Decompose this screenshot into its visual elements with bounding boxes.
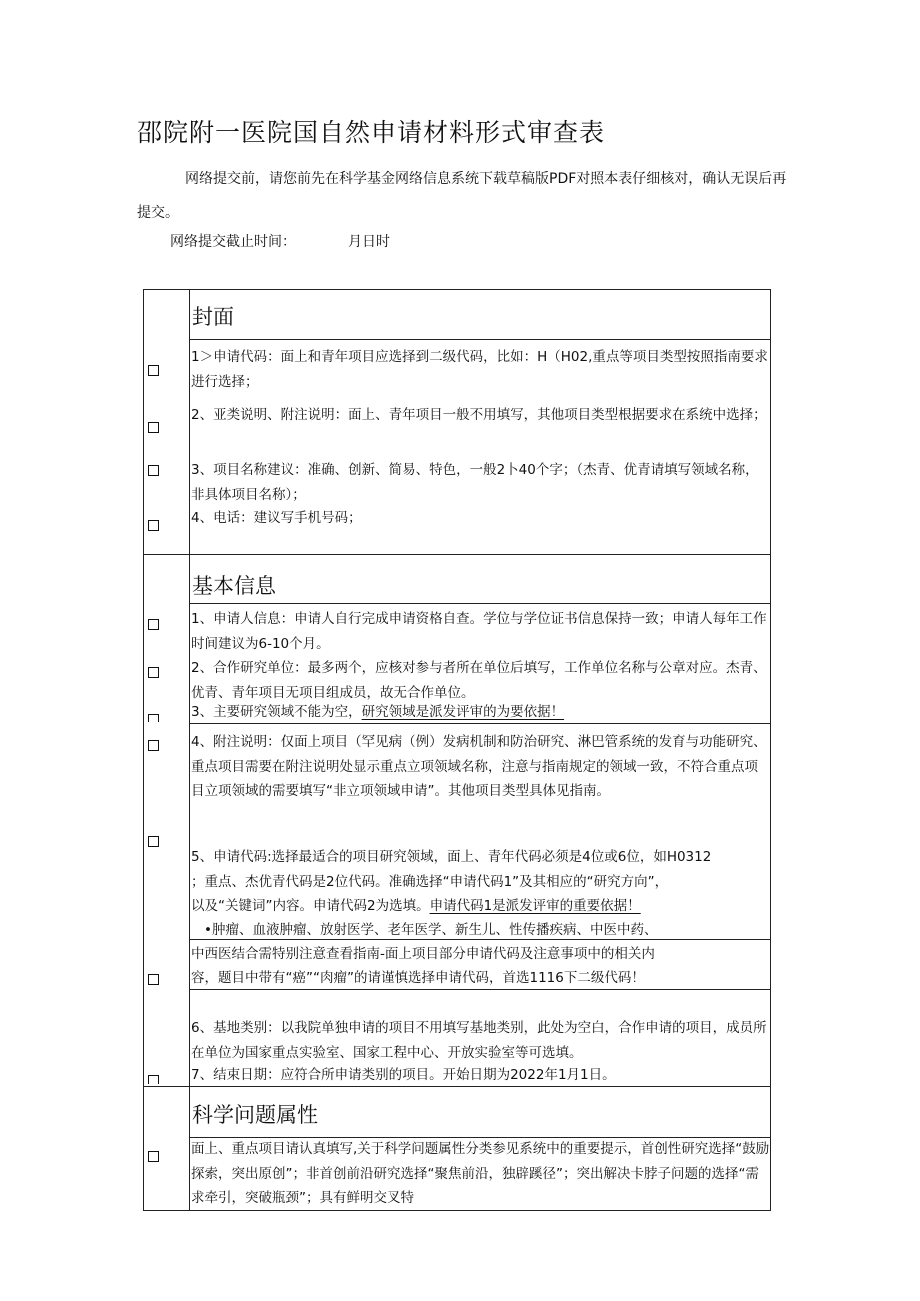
basic-item-5-line-6: 容，题目中带有“癌”“肉瘤”的请谨慎选择申请代码，首选1116下二级代码！	[191, 970, 645, 986]
basic-item-3	[191, 700, 771, 725]
deadline-value: 月日时	[348, 234, 390, 250]
basic-item-6: 6、基地类别：以我院单独申请的项目不用填写基地类别，此处为空白，合作申请的项目，成员所在单位为国家重点实验室、国家工程中心、开放实验室等可选填。	[191, 1020, 767, 1061]
checkbox-science-attribute[interactable]	[148, 1151, 159, 1162]
cover-item-4: 4、电话：建议写手机号码；	[191, 510, 362, 526]
basic-item-5-line-5: 中西医结合需特别注意查看指南-面上项目部分申请代码及注意事项中的相关内	[191, 946, 655, 962]
basic-item-4: 4、附注说明：仅面上项目（罕见病（例）发病机制和防治研究、淋巴管系统的发育与功能研究、重点项目需要在附注说明处显示重点立项领域名称，注意与指南规定的领域一致，不符合重点项目立项领域的需要填写“非立项领域申请”。其他项目类型具体见指南。	[191, 734, 767, 799]
cover-item-3: 3、项目名称建议：准确、创新、简易、特色，一般2卜40个字；（杰青、优青请填写领域名称，非具体项目名称）；	[191, 462, 759, 503]
checkbox-basic-code[interactable]	[148, 836, 159, 847]
basic-item-5-line-4: •肿瘤、血液肿瘤、放射医学、老年医学、新生儿、性传播疾病、中医中药、	[204, 922, 658, 938]
basic-item-7: 7、结束日期：应符合所申请类别的项目。开始日期为2022年1月1日。	[191, 1067, 616, 1083]
basic-item-5-line-3	[191, 894, 771, 919]
row-divider	[189, 339, 771, 340]
basic-item-1: 1、申请人信息：申请人自行完成申请资格自查。学位与学位证书信息保持一致；申请人每年工作时间建议为6-10个月。	[191, 611, 767, 652]
checkbox-cover-phone[interactable]	[148, 520, 159, 531]
row-divider	[143, 554, 771, 555]
basic-item-3-emphasis: 研究领域是派发评审的为要依据！	[361, 704, 565, 720]
checkbox-basic-applicant[interactable]	[148, 619, 159, 630]
page-title: 邵院附一医院国自然申请材料形式审查表	[137, 118, 606, 147]
table-border-left	[143, 289, 144, 1211]
basic-item-5-line-2: ；重点、杰优青代码是2位代码。准确选择“申请代码1”及其相应的“研究方向”，	[191, 874, 669, 890]
intro-text: 网络提交前，请您前先在科学基金网络信息系统下载草稿版PDF对照本表仔细核对，确认无误后再提交。	[137, 171, 787, 221]
table-border-top	[143, 289, 771, 290]
basic-item-3-text: 3、主要研究领域不能为空，	[191, 704, 362, 720]
deadline-line	[170, 230, 390, 254]
row-divider	[189, 603, 771, 604]
deadline-label: 网络提交截止时间：	[170, 234, 296, 250]
checkbox-basic-note[interactable]	[148, 740, 159, 751]
checkbox-basic-field[interactable]	[148, 714, 159, 722]
section-title-science: 科学问题属性	[192, 1103, 318, 1127]
checkbox-cover-subclass[interactable]	[148, 422, 159, 433]
section-title-basic: 基本信息	[192, 574, 276, 598]
science-item: 面上、重点项目请认真填写,关于科学问题属性分类参见系统中的重要提示，首创性研究选择“鼓励探索，突出原创”；非首创前沿研究选择“聚焦前沿，独辟蹊径”；突出解决卡脖子问题的选择“需求牵引，突破瓶颈”；具有鲜明交叉特	[191, 1141, 770, 1206]
checkbox-basic-partner[interactable]	[148, 667, 159, 678]
checkbox-cover-code[interactable]	[148, 365, 159, 376]
checkbox-cover-name[interactable]	[148, 465, 159, 476]
checkbox-basic-base[interactable]	[148, 974, 159, 985]
cover-item-1: 1＞申请代码：面上和青年项目应选择到二级代码，比如：H（H02,重点等项目类型按照指南要求进行选择；	[191, 349, 768, 390]
column-divider	[189, 289, 190, 1211]
basic-item-5-line-1: 5、申请代码:选择最适合的项目研究领域，面上、青年代码必须是4位或6位，如H0312	[191, 849, 712, 865]
section-title-cover: 封面	[192, 305, 234, 329]
checkbox-basic-enddate[interactable]	[148, 1075, 159, 1084]
basic-item-5-emphasis: 申请代码1是派发评审的重要依据！	[429, 898, 641, 914]
basic-item-2: 2、合作研究单位：最多两个，应核对参与者所在单位后填写，工作单位名称与公章对应。杰青、优青、青年项目无项目组成员，故无合作单位。	[191, 660, 767, 701]
basic-item-5-text: 以及“关键词”内容。申请代码2为选填。	[191, 898, 430, 914]
cover-item-2: 2、亚类说明、附注说明：面上、青年项目一般不用填写，其他项目类型根据要求在系统中选择；	[191, 407, 767, 423]
